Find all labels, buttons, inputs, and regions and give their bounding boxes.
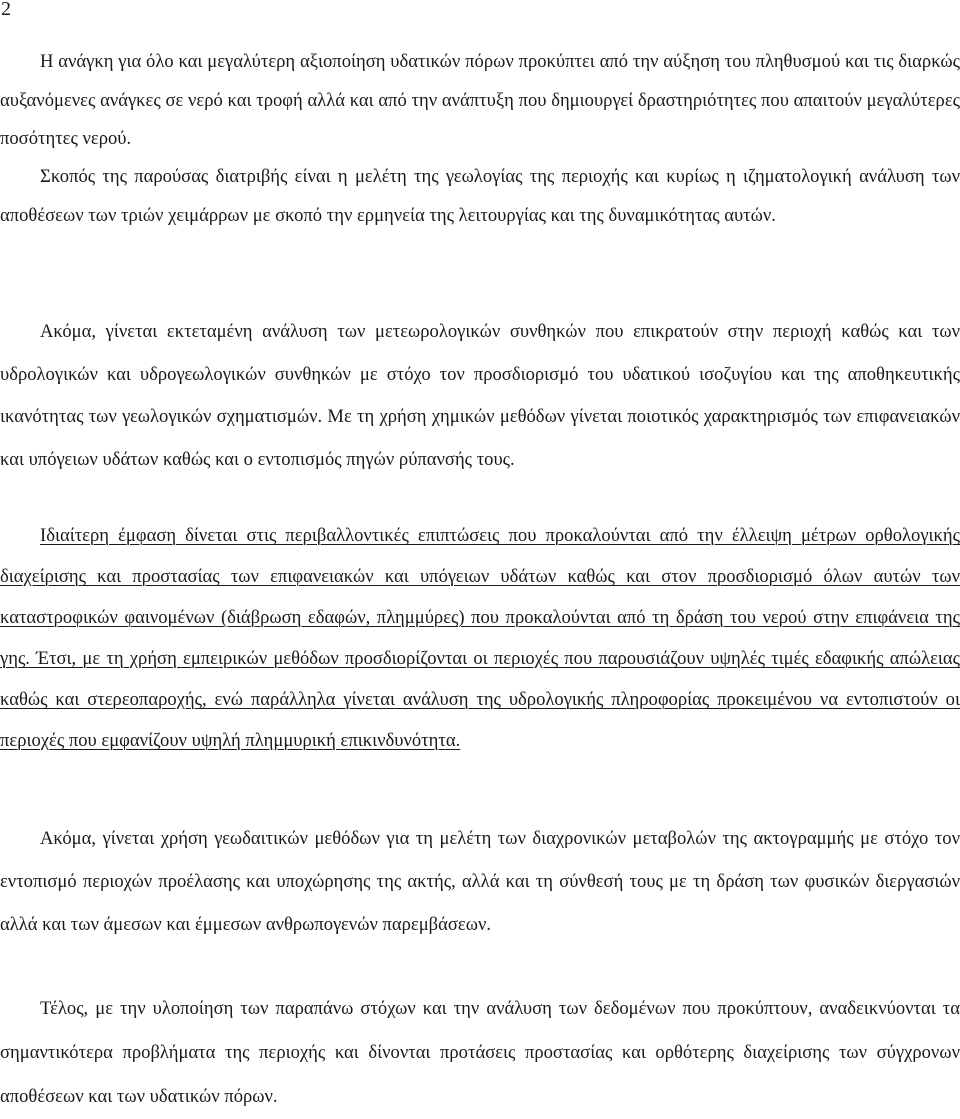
paragraph-text: Ακόμα, γίνεται χρήση γεωδαιτικών μεθόδων για τη μελέτη των διαχρονικών μεταβολών της ακτογραμμής με στόχο τον εντοπισμό περιοχών προέλασης και υποχώρησης της ακτής, αλλά και τη σύνθεσή τους με τη δράση των φυσικών διεργασιών αλλά και των άμεσων και έμμεσων ανθρωπογενών παρεμβάσεων.: [0, 828, 960, 935]
paragraph-thesis-purpose: [0, 158, 960, 235]
paragraph-coastline-study: [0, 817, 960, 946]
paragraph-text: Σκοπός της παρούσας διατριβής είναι η μελέτη της γεωλογίας της περιοχής και κυρίως η ιζηματολογική ανάλυση των αποθέσεων των τριών χειμάρρων με σκοπό την ερμηνεία της λειτουργίας και της δυναμικότητας αυτών.: [0, 166, 960, 226]
paragraph-text: Τέλος, με την υλοποίηση των παραπάνω στόχων και την ανάλυση των δεδομένων που προκύπτουν, αναδεικνύονται τα σημαντικότερα προβλήματα της περιοχής και δίνονται προτάσεις προστασίας και ορθότερης διαχείρισης των σύγχρονων αποθέσεων και των υδατικών πόρων.: [0, 998, 960, 1107]
page-number: 2: [1, 0, 11, 20]
paragraph-conclusion: [0, 987, 960, 1119]
paragraph-water-demand: [0, 43, 960, 159]
paragraph-hydrology-analysis: [0, 311, 960, 481]
paragraph-text: Ιδιαίτερη έμφαση δίνεται στις περιβαλλοντικές επιπτώσεις που προκαλούνται από την έλλειψη μέτρων ορθολογικής διαχείρισης και προστασίας των επιφανειακών και υπόγειων υδάτων καθώς και στον προσδιορισμό όλων αυτών των καταστροφικών φαινομένων (διάβρωση εδαφών, πλημμύρες) που προκαλούνται από τη δράση του νερού στην επιφάνεια της γης. Έτσι, με τη χρήση εμπειρικών μεθόδων προσδιορίζονται οι περιοχές που παρουσιάζουν υψηλές τιμές εδαφικής απώλειας καθώς και στερεοπαροχής, ενώ παράλληλα γίνεται ανάλυση της υδρολογικής πληροφορίας προκειμένου να εντοπιστούν οι περιοχές που εμφανίζουν υψηλή πλημμυρική επικινδυνότητα.: [0, 525, 960, 751]
paragraph-text: Η ανάγκη για όλο και μεγαλύτερη αξιοποίηση υδατικών πόρων προκύπτει από την αύξηση του πληθυσμού και τις διαρκώς αυξανόμενες ανάγκες σε νερό και τροφή αλλά και από την ανάπτυξη που δημιουργεί δραστηριότητες που απαιτούν μεγαλύτερες ποσότητες νερού.: [0, 51, 960, 149]
paragraph-text: Ακόμα, γίνεται εκτεταμένη ανάλυση των μετεωρολογικών συνθηκών που επικρατούν στην περιοχή καθώς και των υδρολογικών και υδρογεωλογικών συνθηκών με στόχο τον προσδιορισμό του υδατικού ισοζυγίου και της αποθηκευτικής ικανότητας των γεωλογικών σχηματισμών. Με τη χρήση χημικών μεθόδων γίνεται ποιοτικός χαρακτηρισμός των επιφανειακών και υπόγειων υδάτων καθώς και ο εντοπισμός πηγών ρύπανσής τους.: [0, 321, 960, 470]
paragraph-environmental-impacts: [0, 515, 960, 761]
